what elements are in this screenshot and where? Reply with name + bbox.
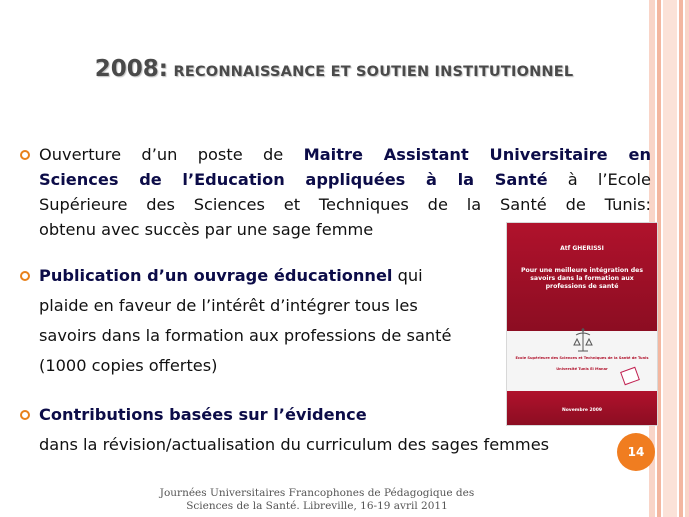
bullet-2-line-4: (1000 copies offertes) (39, 356, 218, 375)
title-text: RECONNAISSANCE ET SOUTIEN INSTITUTIONNEL (173, 64, 574, 80)
bullet-2-line-2: plaide en faveur de l’intérêt d’intégrer tous les (39, 296, 418, 315)
book-cover-image (506, 222, 658, 426)
bullet-1-line-1: Ouverture d’un poste de Maitre Assistant Universitaire en (39, 145, 651, 164)
book-school: Ecole Supérieure des Sciences et Techniques de la Santé de Tunis (515, 356, 649, 360)
book-title: Pour une meilleure intégration des savoirs dans la formation aux professions de santé (520, 267, 644, 290)
bullet-3-line-1: Contributions basées sur l’évidence (39, 405, 367, 424)
book-author: Atf GHERISSI (560, 245, 604, 252)
bullet-2-text (39, 264, 509, 384)
footer-line-2: Sciences de la Santé. Libreville, 16-19 avril 2011 (186, 500, 448, 512)
page-number-badge: 14 (617, 433, 655, 471)
emblem-icon (573, 327, 593, 353)
slide-footer (130, 487, 504, 513)
bullet-icon (20, 150, 30, 160)
title-year: 2008: (94, 56, 168, 82)
slide-title (0, 56, 668, 82)
bullet-2-line-1: Publication d’un ouvrage éducationnel qui (39, 266, 423, 285)
book-date: Novembre 2009 (561, 408, 603, 413)
bullet-2-line-3: savoirs dans la formation aux professions de santé (39, 326, 452, 345)
bullet-icon (20, 410, 30, 420)
bullet-1-line-2: Sciences de l’Education appliquées à la Santé à l’Ecole (39, 170, 651, 189)
bullet-3-line-2: dans la révision/actualisation du curriculum des sages femmes (39, 435, 550, 454)
footer-line-1: Journées Universitaires Francophones de Pédagogique des (159, 487, 475, 499)
bullet-icon (20, 271, 30, 281)
bullet-1-line-3: Supérieure des Sciences et Techniques de la Santé de Tunis: (39, 195, 651, 214)
bullet-1-line-4: obtenu avec succès par une sage femme (39, 220, 374, 239)
book-university: Université Tunis El Manar (556, 367, 608, 371)
